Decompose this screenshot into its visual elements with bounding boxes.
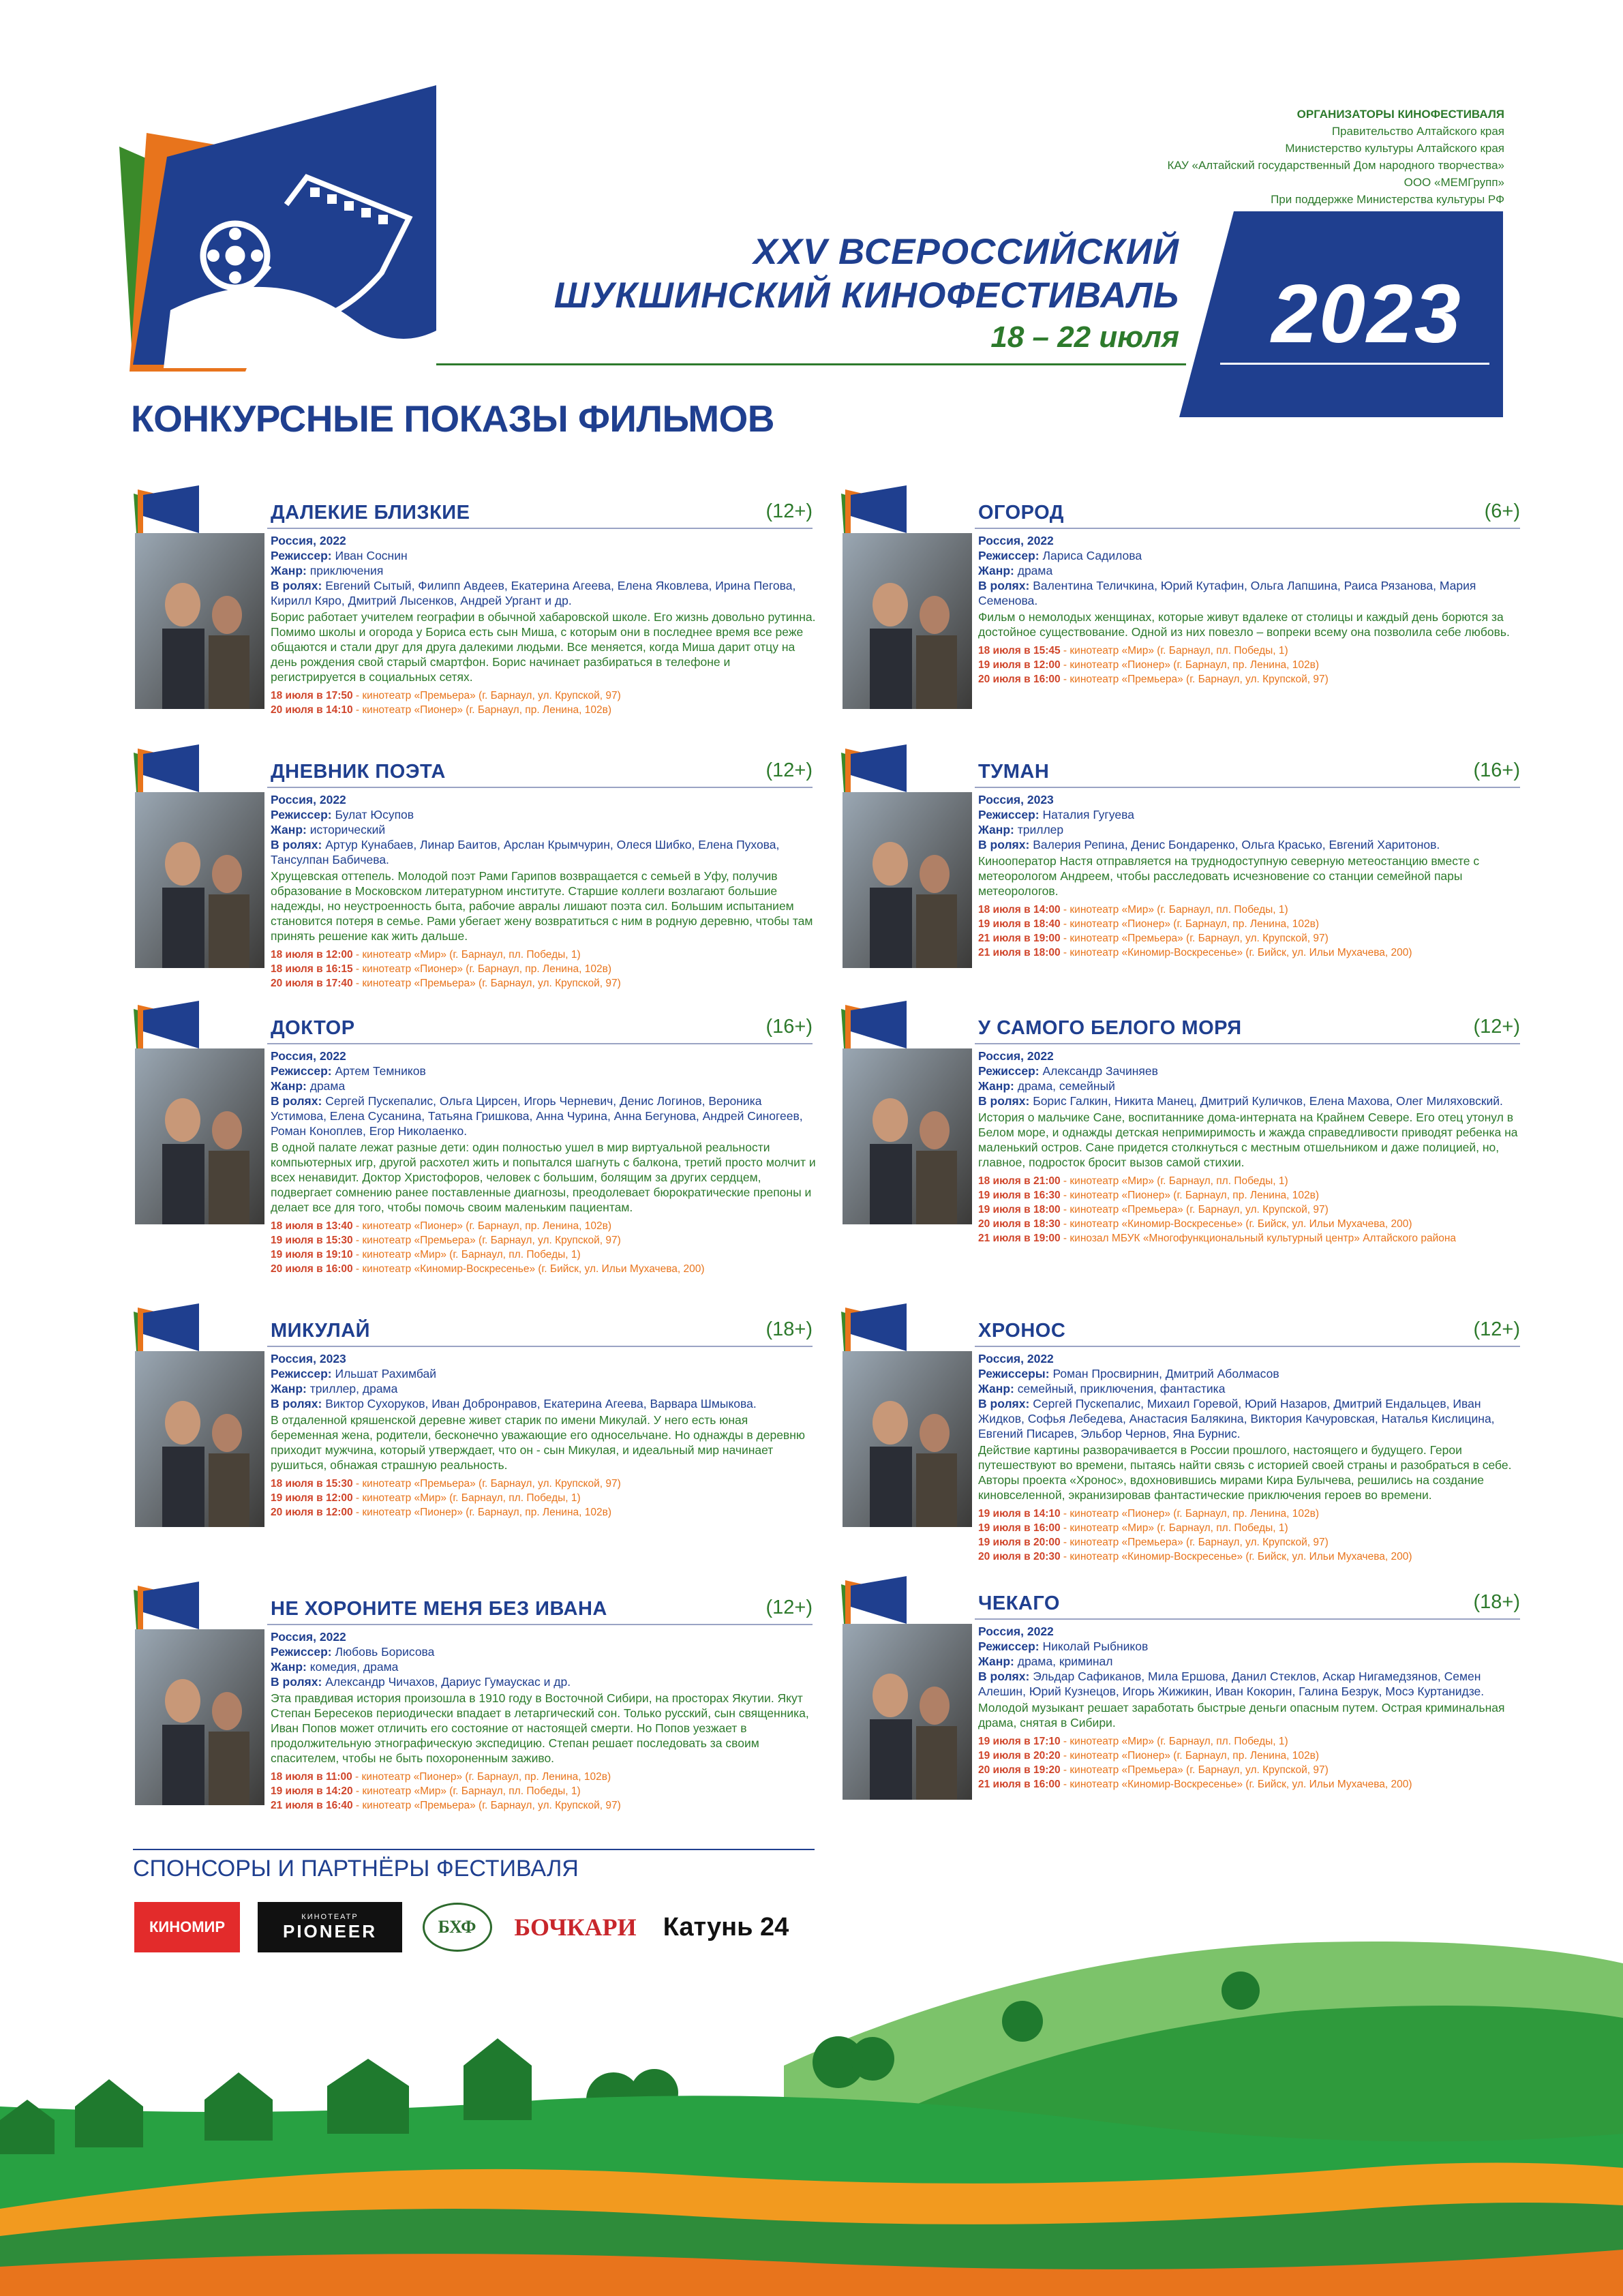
cast-label: В ролях: (978, 1094, 1030, 1108)
screening-line (978, 903, 1523, 917)
screening-time: 21 июля в 16:40 (271, 1800, 353, 1811)
organizer-line: ООО «МЕМГрупп» (1404, 176, 1504, 189)
sponsor-kinomir-label: КИНОМИР (149, 1918, 226, 1935)
screening-venue: - кинотеатр «Премьера» (г. Барнаул, ул. Крупской, 97) (352, 1478, 621, 1490)
genre-label: Жанр: (271, 1660, 307, 1674)
screening-time: 19 июля в 14:20 (271, 1785, 353, 1797)
film-card (131, 1582, 813, 1841)
section-title: КОНКУРСНЫЕ ПОКАЗЫ ФИЛЬМОВ (131, 397, 775, 440)
film-still-image (843, 1048, 972, 1224)
film-still-image (843, 1351, 972, 1527)
card-flag-graphic (134, 1303, 202, 1351)
film-title: МИКУЛАЙ (271, 1320, 370, 1342)
film-genre: драма, семейный (1017, 1079, 1115, 1093)
screening-line (978, 931, 1523, 946)
film-title: ТУМАН (978, 761, 1050, 783)
film-genre: исторический (309, 823, 386, 836)
age-rating: (12+) (1473, 1016, 1520, 1038)
film-info (978, 533, 1523, 686)
film-title: ХРОНОС (978, 1320, 1066, 1342)
screening-venue: - кинотеатр «Пионер» (г. Барнаул, пр. Ленина, 102в) (1060, 1508, 1319, 1520)
film-country-year: Россия, 2023 (978, 793, 1054, 806)
screening-line (271, 689, 816, 703)
film-director: Роман Просвирнин, Дмитрий Аболмасов (1052, 1367, 1279, 1380)
screening-venue: - кинотеатр «Пионер» (г. Барнаул, пр. Ленина, 102в) (352, 704, 611, 716)
film-country-year: Россия, 2023 (271, 1352, 346, 1365)
film-description: Борис работает учителем географии в обычной хабаровской школе. Его жизнь довольно рутинна. Помимо школы и огорода у Бориса есть сын Миша, с которым они в последнее время все реже общаются и стали друг для друга далекими людьми. Все меняется, когда Миша дарит отцу на день рождения свой старый смартфон. Борис начинает разбираться в телефоне и регистрируется в социальных сетях. (271, 610, 816, 684)
film-genre: драма (1017, 564, 1053, 577)
film-title-rule (975, 1346, 1520, 1347)
screening-line (271, 1505, 816, 1520)
film-still-image (135, 1048, 264, 1224)
screening-time: 18 июля в 15:45 (978, 645, 1061, 656)
director-label: Режиссер: (271, 808, 332, 821)
screening-line (978, 1535, 1523, 1550)
screening-schedule (978, 1174, 1523, 1245)
card-flag-graphic (841, 485, 909, 533)
screening-venue: - кинотеатр «Премьера» (г. Барнаул, ул. Крупской, 97) (1060, 933, 1329, 944)
film-info (271, 1351, 816, 1520)
film-title: ЧЕКАГО (978, 1592, 1060, 1614)
landscape-decoration (0, 1895, 1623, 2296)
screening-line (271, 1477, 816, 1491)
screening-schedule (271, 1770, 816, 1813)
director-label: Режиссеры: (978, 1367, 1050, 1380)
age-rating: (18+) (1473, 1591, 1520, 1613)
screening-line (978, 1203, 1523, 1217)
screening-time: 20 июля в 19:20 (978, 1764, 1061, 1776)
film-title-rule (267, 787, 813, 788)
film-country-year: Россия, 2022 (978, 1049, 1054, 1063)
film-cast: Эльдар Сафиканов, Мила Ершова, Данил Стеклов, Аскар Нигамедзянов, Семен Алешин, Юрий Кузнецов, Игорь Жижикин, Иван Кокорин, Галина Безрук, Мосэ Куртанидзе. (978, 1670, 1485, 1698)
screening-venue: - кинотеатр «Пионер» (г. Барнаул, пр. Ленина, 102в) (1060, 1190, 1319, 1201)
film-country-year: Россия, 2022 (271, 1630, 346, 1644)
screening-time: 18 июля в 21:00 (978, 1175, 1061, 1187)
screening-schedule (978, 1734, 1523, 1792)
screening-time: 18 июля в 11:00 (271, 1771, 352, 1783)
film-description: Действие картины разворачивается в России прошлого, настоящего и будущего. Герои путешествуют во времени, пытаясь найти связь с историей своей страны и разобраться в себе. Авторы проекта «Хронос», вдохновившись мирами Кира Булычева, решились на создание киновселенной, экранизировав фантастические приключения героев во времени. (978, 1443, 1512, 1502)
film-title: ДНЕВНИК ПОЭТА (271, 761, 446, 783)
film-card (131, 1001, 816, 1275)
director-label: Режиссер: (271, 1367, 332, 1380)
screening-line (978, 946, 1523, 960)
film-director: Александр Зачиняев (1042, 1064, 1158, 1078)
film-description: Хрущевская оттепель. Молодой поэт Рами Гарипов возвращается с семьей в Уфу, получив образование в Московском литературном институте. Старшие коллеги возлагают большие надежды, но неустроенность быта, рабочие авралы лишают поэта сил. Большим испытанием становится потеря в семье. Рами убегает жену возвратиться с ним в родную деревню, чтобы там принять решение как жить дальше. (271, 869, 813, 943)
film-info (978, 792, 1523, 960)
screening-line (978, 1734, 1523, 1749)
film-country-year: Россия, 2022 (978, 1625, 1054, 1638)
screening-line (978, 1521, 1523, 1535)
film-description: Молодой музыкант решает заработать быстрые деньги опасным путем. Острая криминальная драма, снятая в Сибири. (978, 1701, 1505, 1729)
film-description: Кинооператор Настя отправляется на труднодоступную северную метеостанцию вместе с метеорологом Андреем, чтобы расследовать исчезновение со станции семейной пары метеорологов. (978, 854, 1480, 898)
genre-label: Жанр: (271, 823, 307, 836)
screening-line (271, 1233, 816, 1248)
film-title: НЕ ХОРОНИТЕ МЕНЯ БЕЗ ИВАНА (271, 1598, 607, 1620)
screening-line (978, 1777, 1523, 1792)
film-card (131, 1303, 813, 1562)
film-director: Артем Темников (335, 1064, 426, 1078)
film-title-rule (975, 528, 1520, 529)
cast-label: В ролях: (271, 838, 322, 851)
screening-line (271, 1262, 816, 1276)
screening-time: 21 июля в 19:00 (978, 1233, 1061, 1244)
film-title-rule (975, 1043, 1520, 1044)
screening-line (978, 1550, 1523, 1564)
film-title-rule (267, 528, 813, 529)
film-still-image (135, 1351, 264, 1527)
screening-venue: - кинотеатр «Мир» (г. Барнаул, пл. Победы, 1) (352, 1785, 581, 1797)
film-title-rule (975, 787, 1520, 788)
film-country-year: Россия, 2022 (978, 534, 1054, 547)
film-info (271, 1048, 816, 1276)
film-director: Ильшат Рахимбай (335, 1367, 436, 1380)
card-flag-graphic (134, 744, 202, 792)
screening-time: 18 июля в 12:00 (271, 949, 353, 961)
film-cast: Борис Галкин, Никита Манец, Дмитрий Куличков, Елена Махова, Олег Миляховский. (1033, 1094, 1503, 1108)
sponsor-pioneer-small: КИНОТЕАТР (301, 1912, 359, 1921)
film-cast: Евгений Сытый, Филипп Авдеев, Екатерина Агеева, Елена Яковлева, Ирина Пегова, Кирилл Кяро, Дмитрий Лысенков, Андрей Ургант и др. (271, 579, 796, 607)
screening-time: 18 июля в 13:40 (271, 1220, 353, 1232)
screening-time: 20 июля в 20:30 (978, 1551, 1061, 1562)
film-info (978, 1351, 1523, 1564)
film-director: Иван Соснин (335, 549, 408, 562)
film-card (131, 744, 813, 1003)
cast-label: В ролях: (271, 579, 322, 592)
screening-schedule (271, 1219, 816, 1276)
screening-venue: - кинотеатр «Премьера» (г. Барнаул, ул. Крупской, 97) (1060, 1204, 1329, 1215)
film-director: Наталия Гугуева (1042, 808, 1134, 821)
screening-venue: - кинотеатр «Киномир-Воскресенье» (г. Бийск, ул. Ильи Мухачева, 200) (1060, 947, 1412, 958)
card-flag-graphic (841, 1001, 909, 1048)
film-genre: приключения (309, 564, 384, 577)
film-card (838, 1001, 1520, 1260)
card-flag-graphic (134, 1001, 202, 1048)
screening-line (271, 1770, 816, 1784)
screening-venue: - кинотеатр «Пионер» (г. Барнаул, пр. Ленина, 102в) (1060, 918, 1319, 930)
film-info (271, 1629, 816, 1813)
screening-schedule (978, 644, 1523, 686)
film-director: Лариса Садилова (1042, 549, 1142, 562)
film-cast: Александр Чичахов, Дариус Гумаускас и др. (325, 1675, 571, 1689)
film-country-year: Россия, 2022 (271, 534, 346, 547)
screening-time: 19 июля в 20:00 (978, 1537, 1061, 1548)
screening-venue: - кинотеатр «Премьера» (г. Барнаул, ул. Крупской, 97) (352, 978, 621, 989)
screening-time: 21 июля в 19:00 (978, 933, 1061, 944)
screening-venue: - кинотеатр «Мир» (г. Барнаул, пл. Победы, 1) (1060, 904, 1288, 916)
film-director: Николай Рыбников (1042, 1640, 1149, 1653)
sponsors-divider (133, 1849, 815, 1850)
screening-schedule (271, 1477, 816, 1520)
cast-label: В ролях: (271, 1675, 322, 1689)
year-divider (1220, 363, 1489, 365)
festival-divider (436, 363, 1186, 365)
film-title-rule (975, 1618, 1520, 1620)
screening-line (978, 1217, 1523, 1231)
screening-venue: - кинотеатр «Премьера» (г. Барнаул, ул. Крупской, 97) (352, 690, 621, 701)
screening-time: 20 июля в 17:40 (271, 978, 353, 989)
film-info (271, 533, 816, 717)
film-still-image (843, 792, 972, 968)
screening-time: 18 июля в 14:00 (978, 904, 1061, 916)
organizer-line: Правительство Алтайского края (1331, 125, 1504, 138)
film-country-year: Россия, 2022 (271, 793, 346, 806)
screening-time: 19 июля в 19:10 (271, 1249, 353, 1260)
screening-venue: - кинотеатр «Мир» (г. Барнаул, пл. Победы, 1) (1060, 1175, 1288, 1187)
card-flag-graphic (841, 1576, 909, 1624)
screening-time: 20 июля в 18:30 (978, 1218, 1061, 1230)
festival-year: 2023 (1271, 267, 1462, 360)
screening-line (271, 1219, 816, 1233)
screening-venue: - кинотеатр «Пионер» (г. Барнаул, пр. Ленина, 102в) (1060, 1750, 1319, 1762)
screening-line (978, 1174, 1523, 1188)
sponsor-katun-label: Катунь 24 (663, 1912, 789, 1942)
film-genre: семейный, приключения, фантастика (1017, 1382, 1226, 1395)
genre-label: Жанр: (978, 1079, 1014, 1093)
screening-line (271, 1798, 816, 1813)
cast-label: В ролях: (978, 838, 1030, 851)
organizer-line: Министерство культуры Алтайского края (1285, 142, 1504, 155)
screening-line (978, 1749, 1523, 1763)
screening-time: 19 июля в 15:30 (271, 1235, 353, 1246)
film-title: ОГОРОД (978, 502, 1064, 524)
film-title-rule (267, 1043, 813, 1044)
screening-venue: - кинотеатр «Премьера» (г. Барнаул, ул. Крупской, 97) (352, 1235, 621, 1246)
genre-label: Жанр: (978, 1655, 1014, 1668)
screening-line (978, 672, 1523, 686)
film-info (271, 792, 816, 991)
screening-schedule (978, 903, 1523, 960)
film-country-year: Россия, 2022 (271, 1049, 346, 1063)
organizer-line: При поддержке Министерства культуры РФ (1271, 193, 1504, 206)
screening-time: 19 июля в 17:10 (978, 1736, 1061, 1747)
screening-time: 19 июля в 18:00 (978, 1204, 1061, 1215)
film-description: В одной палате лежат разные дети: один полностью ушел в мир виртуальной реальности компьютерных игр, другой расхотел жить и попытался шагнуть с балкона, третий просто молчит и всех ненавидит. Доктор Христофоров, человек с большим, болящим за других сердцем, подвергает сомнению ранее поставленные диагнозы, преодолевает бюрократические препоны и делает все для того, чтобы помочь своим маленьким пациентам. (271, 1141, 816, 1214)
screening-time: 21 июля в 18:00 (978, 947, 1061, 958)
age-rating: (18+) (765, 1318, 813, 1340)
screening-line (978, 658, 1523, 672)
screening-time: 19 июля в 12:00 (271, 1492, 353, 1504)
genre-label: Жанр: (271, 1382, 307, 1395)
age-rating: (12+) (765, 759, 813, 781)
film-info (978, 1048, 1523, 1245)
screening-line (271, 703, 816, 717)
film-still-image (843, 1624, 972, 1800)
film-title-rule (267, 1624, 813, 1625)
director-label: Режиссер: (978, 808, 1040, 821)
age-rating: (16+) (1473, 759, 1520, 781)
film-card (838, 1576, 1520, 1835)
screening-time: 19 июля в 16:30 (978, 1190, 1061, 1201)
director-label: Режиссер: (978, 1064, 1040, 1078)
screening-line (271, 948, 816, 962)
screening-time: 19 июля в 18:40 (978, 918, 1061, 930)
film-title: У САМОГО БЕЛОГО МОРЯ (978, 1017, 1242, 1039)
screening-venue: - кинотеатр «Киномир-Воскресенье» (г. Бийск, ул. Ильи Мухачева, 200) (1060, 1551, 1412, 1562)
screening-venue: - кинотеатр «Пионер» (г. Барнаул, пр. Ленина, 102в) (1060, 659, 1319, 671)
film-card (131, 485, 816, 744)
sponsor-pioneer-label: PIONEER (282, 1920, 378, 1942)
screening-line (978, 1188, 1523, 1203)
genre-label: Жанр: (271, 564, 307, 577)
screening-time: 18 июля в 15:30 (271, 1478, 353, 1490)
screening-venue: - кинотеатр «Пионер» (г. Барнаул, пр. Ленина, 102в) (352, 1507, 611, 1518)
screening-schedule (978, 1507, 1523, 1564)
screening-line (271, 1784, 816, 1798)
film-director: Булат Юсупов (335, 808, 414, 821)
organizer-line: КАУ «Алтайский государственный Дом народного творчества» (1167, 159, 1504, 172)
organizers-block (1168, 106, 1505, 208)
age-rating: (12+) (765, 500, 813, 522)
film-genre: комедия, драма (309, 1660, 399, 1674)
screening-line (271, 1248, 816, 1262)
film-still-image (135, 533, 264, 709)
film-description: История о мальчике Сане, воспитаннике дома-интерната на Крайнем Севере. Его отец утонул в Белом море, и однажды детская непримиримость и жажда справедливости приводят ребенка на маленький остров. Сане придется столкнуться с местным отшельником и даже полицией, но, главное, подросток бросит вызов самой стихии. (978, 1111, 1518, 1169)
screening-line (978, 644, 1523, 658)
genre-label: Жанр: (978, 1382, 1014, 1395)
screening-line (978, 1231, 1523, 1245)
film-card (838, 1303, 1520, 1562)
screening-schedule (271, 948, 816, 991)
screening-line (978, 1763, 1523, 1777)
director-label: Режиссер: (978, 549, 1040, 562)
cast-label: В ролях: (978, 579, 1030, 592)
card-flag-graphic (134, 485, 202, 533)
screening-time: 20 июля в 16:00 (978, 674, 1061, 685)
screening-line (978, 917, 1523, 931)
genre-label: Жанр: (978, 823, 1014, 836)
screening-venue: - кинотеатр «Пионер» (г. Барнаул, пр. Ленина, 102в) (352, 1771, 611, 1783)
card-flag-graphic (841, 1303, 909, 1351)
film-card (838, 485, 1520, 744)
film-cast: Артур Кунабаев, Линар Баитов, Арслан Крымчурин, Олеся Шибко, Елена Пухова, Тансулпан Бабичева. (271, 838, 780, 866)
film-genre: драма, криминал (1017, 1655, 1113, 1668)
screening-venue: - кинотеатр «Мир» (г. Барнаул, пл. Победы, 1) (1060, 1736, 1288, 1747)
film-description: Эта правдивая история произошла в 1910 году в Восточной Сибири, на просторах Якутии. Якут Степан Бересеков периодически впадает в летаргический сон. Только русский, сын священника, Иван Попов может отличить его состояние от настоящей смерти. Но Попов уезжает в продолжительную этнографическую экспедицию. Степан решает последовать за своим спасителем, чтобы не быть похороненным заживо. (271, 1691, 809, 1765)
screening-venue: - кинотеатр «Мир» (г. Барнаул, пл. Победы, 1) (352, 1249, 581, 1260)
age-rating: (6+) (1484, 500, 1520, 522)
screening-venue: - кинотеатр «Премьера» (г. Барнаул, ул. Крупской, 97) (352, 1800, 621, 1811)
film-card (838, 744, 1520, 1003)
film-country-year: Россия, 2022 (978, 1352, 1054, 1365)
film-title: ДОКТОР (271, 1017, 355, 1039)
film-title: ДАЛЕКИЕ БЛИЗКИЕ (271, 502, 470, 524)
screening-time: 18 июля в 17:50 (271, 690, 353, 701)
film-genre: триллер, драма (309, 1382, 398, 1395)
card-flag-graphic (841, 744, 909, 792)
screening-schedule (271, 689, 816, 717)
sponsors-title: СПОНСОРЫ И ПАРТНЁРЫ ФЕСТИВАЛЯ (133, 1856, 579, 1882)
cast-label: В ролях: (978, 1397, 1030, 1410)
film-still-image (843, 533, 972, 709)
festival-title (477, 230, 1179, 318)
screening-time: 18 июля в 16:15 (271, 963, 353, 975)
screening-line (271, 1491, 816, 1505)
screening-time: 20 июля в 16:00 (271, 1263, 353, 1275)
screening-venue: - кинотеатр «Премьера» (г. Барнаул, ул. Крупской, 97) (1060, 674, 1329, 685)
film-genre: триллер (1017, 823, 1064, 836)
film-genre: драма (309, 1079, 346, 1093)
organizers-heading: ОРГАНИЗАТОРЫ КИНОФЕСТИВАЛЯ (1296, 108, 1504, 121)
film-director: Любовь Борисова (335, 1645, 435, 1659)
festival-title-line1: XXV ВСЕРОССИЙСКИЙ (753, 232, 1179, 272)
screening-venue: - кинотеатр «Мир» (г. Барнаул, пл. Победы, 1) (1060, 645, 1288, 656)
film-info (978, 1624, 1523, 1792)
screening-venue: - кинотеатр «Мир» (г. Барнаул, пл. Победы, 1) (352, 949, 581, 961)
sponsor-bochkari-label: БОЧКАРИ (514, 1914, 637, 1941)
film-description: В отдаленной кряшенской деревне живет старик по имени Микулай. У него есть юная беременная жена, родители, бесконечно уважающие его односельчане. Но однажды в деревню приходит мужчина, который утверждает, что он - сын Микулая, и идеальный мир начинает рушиться, обнажая страшную реальность. (271, 1413, 806, 1472)
screening-time: 19 июля в 20:20 (978, 1750, 1061, 1762)
festival-dates: 18 – 22 июля (990, 320, 1179, 354)
screening-venue: - кинотеатр «Мир» (г. Барнаул, пл. Победы, 1) (1060, 1522, 1288, 1534)
screening-time: 20 июля в 12:00 (271, 1507, 353, 1518)
age-rating: (16+) (765, 1016, 813, 1038)
genre-label: Жанр: (978, 564, 1014, 577)
film-still-image (135, 1629, 264, 1805)
screening-venue: - кинотеатр «Мир» (г. Барнаул, пл. Победы, 1) (352, 1492, 581, 1504)
sponsor-bhf-label: БХФ (438, 1917, 476, 1937)
director-label: Режиссер: (271, 549, 332, 562)
cast-label: В ролях: (978, 1670, 1030, 1683)
screening-time: 19 июля в 14:10 (978, 1508, 1061, 1520)
card-flag-graphic (134, 1582, 202, 1629)
director-label: Режиссер: (271, 1064, 332, 1078)
screening-line (978, 1507, 1523, 1521)
film-title-rule (267, 1346, 813, 1347)
screening-venue: - кинотеатр «Киномир-Воскресенье» (г. Бийск, ул. Ильи Мухачева, 200) (352, 1263, 705, 1275)
film-cast: Сергей Пускепалис, Михаил Горевой, Юрий Назаров, Дмитрий Ендальцев, Иван Жидков, Софья Лебедева, Анастасия Балякина, Виктория Качуровская, Наталья Кислицина, Евгений Писарев, Эльбор Чернов, Яна Бурнис. (978, 1397, 1495, 1440)
screening-time: 19 июля в 16:00 (978, 1522, 1061, 1534)
genre-label: Жанр: (271, 1079, 307, 1093)
film-cast: Виктор Сухоруков, Иван Добронравов, Екатерина Агеева, Варвара Шмыкова. (325, 1397, 757, 1410)
festival-title-line2: ШУКШИНСКИЙ КИНОФЕСТИВАЛЬ (553, 275, 1179, 316)
film-cast: Сергей Пускепалис, Ольга Цирсен, Игорь Черневич, Денис Логинов, Вероника Устимова, Елена Сусанина, Татьяна Гришкова, Анна Чурина, Анна Бегунова, Андрей Синогеев, Роман Коноплев, Егор Николаенко. (271, 1094, 803, 1138)
age-rating: (12+) (1473, 1318, 1520, 1340)
director-label: Режиссер: (978, 1640, 1040, 1653)
cast-label: В ролях: (271, 1094, 322, 1108)
screening-line (271, 962, 816, 976)
film-cast: Валентина Теличкина, Юрий Кутафин, Ольга Лапшина, Раиса Рязанова, Мария Семенова. (978, 579, 1476, 607)
screening-time: 20 июля в 14:10 (271, 704, 353, 716)
screening-venue: - кинотеатр «Киномир-Воскресенье» (г. Бийск, ул. Ильи Мухачева, 200) (1060, 1218, 1412, 1230)
screening-venue: - кинотеатр «Премьера» (г. Барнаул, ул. Крупской, 97) (1060, 1764, 1329, 1776)
film-description: Фильм о немолодых женщинах, которые живут вдалеке от столицы и каждый день борются за достойное существование. Одной из них повезло – вопреки всему она позволила себе любовь. (978, 610, 1510, 639)
age-rating: (12+) (765, 1597, 813, 1618)
screening-time: 21 июля в 16:00 (978, 1779, 1061, 1790)
film-still-image (135, 792, 264, 968)
cast-label: В ролях: (271, 1397, 322, 1410)
screening-venue: - кинотеатр «Премьера» (г. Барнаул, ул. Крупской, 97) (1060, 1537, 1329, 1548)
director-label: Режиссер: (271, 1645, 332, 1659)
screening-venue: - кинотеатр «Пионер» (г. Барнаул, пр. Ленина, 102в) (352, 963, 611, 975)
film-cast: Валерия Репина, Денис Бондаренко, Ольга Красько, Евгений Харитонов. (1033, 838, 1440, 851)
screening-venue: - кинотеатр «Пионер» (г. Барнаул, пр. Ленина, 102в) (352, 1220, 611, 1232)
screening-venue: - кинотеатр «Киномир-Воскресенье» (г. Бийск, ул. Ильи Мухачева, 200) (1060, 1779, 1412, 1790)
screening-line (271, 976, 816, 991)
screening-venue: - кинозал МБУК «Многофункциональный культурный центр» Алтайского района (1060, 1233, 1457, 1244)
screening-time: 19 июля в 12:00 (978, 659, 1061, 671)
